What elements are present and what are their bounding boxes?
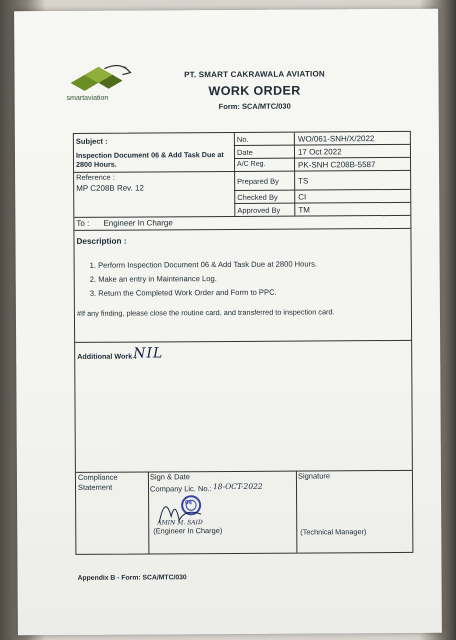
to-value: Engineer In Charge bbox=[103, 218, 173, 228]
date-label: Date bbox=[236, 147, 253, 157]
subject-line-1: Inspection Document 06 & Add Task Due at bbox=[75, 150, 224, 160]
checked-value: CI bbox=[298, 192, 307, 202]
row-divider bbox=[76, 470, 412, 473]
compliance-label: Compliance bbox=[77, 472, 118, 482]
checked-label: Checked By bbox=[237, 192, 278, 202]
to-label: To : bbox=[76, 218, 90, 228]
company-lic-label: Company Lic. No.: bbox=[149, 484, 212, 494]
reference-label: Reference : bbox=[76, 172, 115, 182]
list-item: 1. Perform Inspection Document 06 & Add Task Due at 2800 Hours. bbox=[89, 259, 318, 270]
company-name: PT. SMART CAKRAWALA AVIATION bbox=[184, 69, 325, 80]
statement-label: Statement bbox=[77, 482, 113, 492]
additional-work-value: NIL bbox=[133, 345, 164, 362]
sign-date-label: Sign & Date bbox=[149, 472, 191, 482]
row-divider bbox=[234, 157, 410, 159]
work-order-paper bbox=[14, 9, 442, 636]
row-divider bbox=[75, 340, 411, 343]
manager-role: (Technical Manager) bbox=[300, 527, 367, 537]
reference-value: MP C208B Rev. 12 bbox=[76, 183, 144, 193]
form-code: Form: SCA/MTC/030 bbox=[218, 101, 291, 112]
subject-line-2: 2800 Hours. bbox=[76, 159, 117, 169]
row-divider bbox=[234, 170, 410, 172]
subject-label: Subject : bbox=[75, 136, 108, 146]
signature-label: Signature bbox=[297, 471, 331, 481]
engineer-role: (Engineer In Charge) bbox=[153, 526, 223, 536]
approved-value: TM bbox=[298, 205, 310, 215]
row-divider bbox=[74, 228, 410, 231]
description-list bbox=[90, 259, 318, 302]
row-divider bbox=[234, 189, 410, 191]
date-value: 17 Oct 2022 bbox=[297, 147, 342, 157]
handwritten-date: 18-OCT-2022 bbox=[212, 481, 263, 492]
list-item: 3. Return the Completed Work Order and Form to PPC. bbox=[89, 287, 277, 298]
additional-work-label: Additional Work : bbox=[77, 351, 137, 361]
description-label: Description : bbox=[76, 236, 127, 246]
prepared-value: TS bbox=[298, 176, 309, 186]
no-value: WO/061-SNH/X/2022 bbox=[297, 134, 375, 144]
footer-note: Appendix B - Form: SCA/MTC/030 bbox=[77, 574, 187, 582]
approved-label: Approved By bbox=[237, 205, 281, 215]
row-divider bbox=[74, 215, 410, 218]
row-divider bbox=[234, 144, 410, 146]
finding-note: #If any finding, please close the routine card, and transferred to inspection card. bbox=[76, 307, 335, 318]
logo-text: smartaviation bbox=[66, 94, 109, 102]
document-title: WORK ORDER bbox=[208, 83, 301, 99]
column-divider bbox=[296, 471, 298, 553]
ac-reg-value: PK-SNH C208B-5587 bbox=[298, 160, 376, 170]
signer-name: AMIN M. SAID bbox=[157, 519, 203, 527]
no-label: No. bbox=[236, 134, 249, 144]
row-divider bbox=[234, 202, 410, 204]
stamp-number: 04 bbox=[185, 500, 192, 507]
list-item: 2. Make an entry in Maintenance Log. bbox=[89, 274, 217, 284]
ac-reg-label: A/C Reg. bbox=[237, 160, 266, 168]
prepared-label: Prepared By bbox=[237, 176, 279, 186]
